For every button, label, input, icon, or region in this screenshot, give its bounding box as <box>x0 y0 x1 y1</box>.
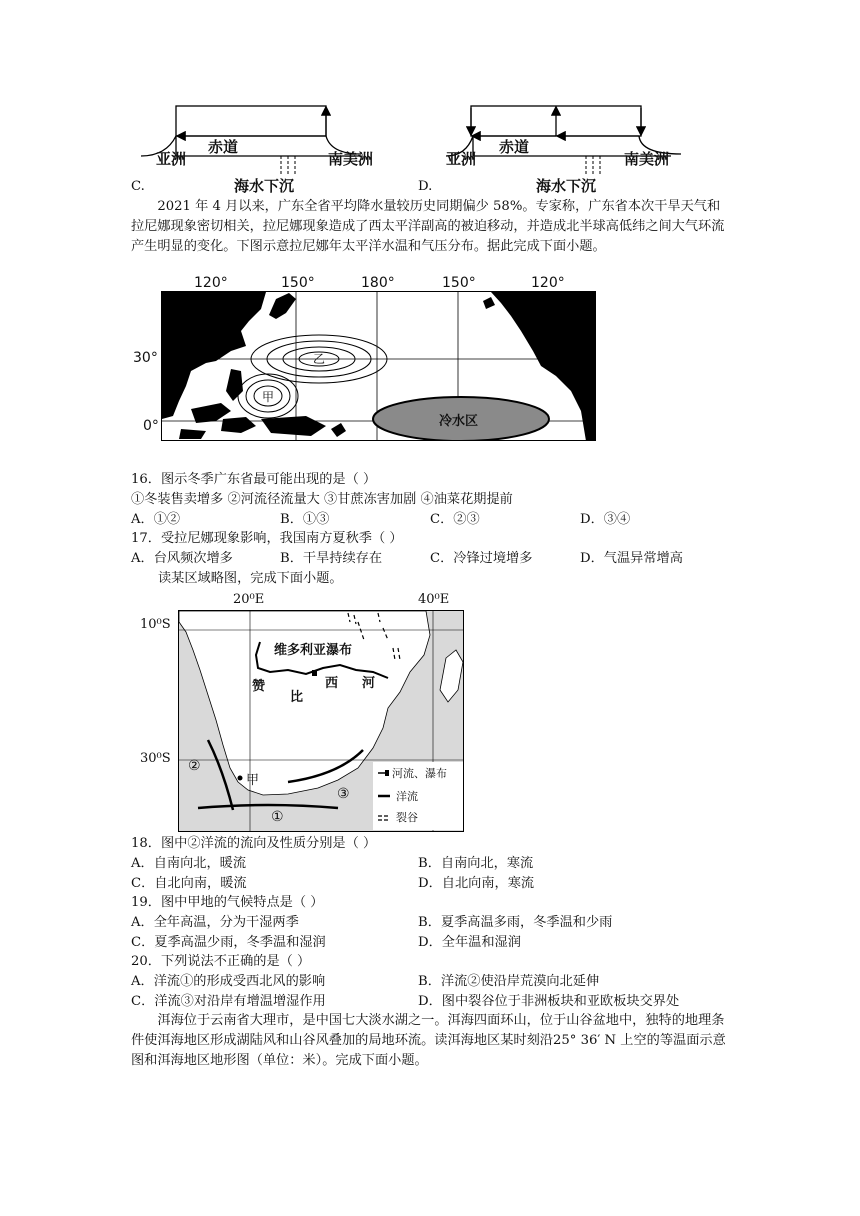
diagram-d <box>441 96 701 196</box>
q17-option-d[interactable]: D．气温异常增高 <box>580 551 683 566</box>
label-south-america: 南美洲 <box>624 150 670 168</box>
q16-option-d[interactable]: D．③④ <box>580 512 631 527</box>
q18-option-d[interactable]: D．自北向南，寒流 <box>418 876 535 891</box>
q18-option-a[interactable]: A．自南向北，暖流 <box>131 856 247 871</box>
option-c-letter: C. <box>131 179 145 194</box>
q18-option-c[interactable]: C．自北向南，暖流 <box>131 876 247 891</box>
q19-option-a[interactable]: A．全年高温，分为干湿两季 <box>131 915 299 930</box>
lon-label-180: 180° <box>361 275 395 291</box>
q16-stem: 16．图示冬季广东省最可能出现的是（ ） <box>131 472 377 487</box>
place-jia-label: 甲 <box>246 773 260 788</box>
low-pressure-label: 甲 <box>262 390 275 404</box>
lat-label-30: 30° <box>133 350 158 366</box>
q16-option-a[interactable]: A．①② <box>131 512 181 527</box>
q16-option-c[interactable]: C．②③ <box>430 512 480 527</box>
current-1-label: ① <box>271 809 284 825</box>
q16-items: ①冬装售卖增多 ②河流径流量大 ③甘蔗冻害加剧 ④油菜花期提前 <box>131 492 513 507</box>
legend-rift: 裂谷 <box>396 811 418 824</box>
label-equator: 赤道 <box>499 138 530 156</box>
lat-label-0: 0° <box>143 418 159 434</box>
lon-label-20e: 20⁰E <box>233 592 265 607</box>
river-char-3: 西 <box>325 676 339 691</box>
q20-option-d[interactable]: D．图中裂谷位于非洲板块和亚欧板块交界处 <box>418 994 680 1009</box>
option-d-letter: D. <box>418 179 433 194</box>
q19-option-b[interactable]: B．夏季高温多雨，冬季温和少雨 <box>418 915 613 930</box>
q17-option-a[interactable]: A．台风频次增多 <box>131 551 233 566</box>
q19-option-d[interactable]: D．全年温和湿润 <box>418 935 521 950</box>
label-asia: 亚洲 <box>156 150 187 168</box>
high-pressure-label: 乙 <box>313 352 326 366</box>
q19-stem: 19．图中甲地的气候特点是（ ） <box>131 895 324 910</box>
current-3-label: ③ <box>337 786 350 802</box>
current-2-label: ② <box>188 758 201 774</box>
q17-option-b[interactable]: B．干旱持续存在 <box>280 551 383 566</box>
label-equator: 赤道 <box>208 138 239 156</box>
river-char-2: 比 <box>290 690 304 705</box>
falls-label: 维多利亚瀑布 <box>274 643 353 658</box>
q20-option-c[interactable]: C．洋流③对沿岸有增温增湿作用 <box>131 994 326 1009</box>
q16-option-b[interactable]: B．①③ <box>280 512 330 527</box>
cold-zone-label: 冷水区 <box>439 414 479 429</box>
river-char-1: 赞 <box>252 679 266 694</box>
label-sink: 海水下沉 <box>536 177 597 195</box>
lat-label-10s: 10⁰S <box>140 617 171 632</box>
q20-option-b[interactable]: B．洋流②使沿岸荒漠向北延伸 <box>418 974 600 989</box>
lon-label-120w2: 120° <box>531 275 565 291</box>
intro-la-nina: 2021 年 4 月以来，广东全省平均降水量较历史同期偏少 58%。专家称，广东省本次干旱天气和拉尼娜现象密切相关，拉尼娜现象造成了西太平洋副高的被迫移动，并造成北半球高低纬之间大气环流产生明显的变化。下图示意拉尼娜年太平洋水温和气压分布。据此完成下面小题。 <box>131 199 725 254</box>
legend-current: 洋流 <box>396 790 418 803</box>
intro-region-map: 读某区域略图，完成下面小题。 <box>158 571 343 586</box>
q19-option-c[interactable]: C．夏季高温少雨，冬季温和湿润 <box>131 935 326 950</box>
q17-option-c[interactable]: C．冷锋过境增多 <box>430 551 533 566</box>
legend-river: 河流、瀑布 <box>392 767 447 780</box>
lon-label-40e: 40⁰E <box>418 592 450 607</box>
diagram-c <box>131 96 391 196</box>
q20-stem: 20．下列说法不正确的是（ ） <box>131 954 311 969</box>
q20-option-a[interactable]: A．洋流①的形成受西北风的影响 <box>131 974 326 989</box>
label-sink: 海水下沉 <box>234 177 295 195</box>
q17-stem: 17．受拉尼娜现象影响，我国南方夏秋季（ ） <box>131 531 403 546</box>
river-char-4: 河 <box>362 676 376 691</box>
q18-stem: 18．图中②洋流的流向及性质分别是（ ） <box>131 836 377 851</box>
lat-label-30s: 30⁰S <box>140 751 171 766</box>
intro-erhai: 洱海位于云南省大理市，是中国七大淡水湖之一。洱海四面环山，位于山谷盆地中，独特的地理条件使洱海地区形成湖陆风和山谷风叠加的局地环流。读洱海地区某时刻沿25° 36′ N 上空的等温面示意图和洱海地区地形图（单位：米）。完成下面小题。 <box>131 1013 726 1068</box>
pacific-map-canvas <box>161 291 596 441</box>
lon-label-150e: 150° <box>281 275 315 291</box>
lon-label-120w: 120° <box>194 275 228 291</box>
lon-label-150w: 150° <box>442 275 476 291</box>
label-south-america: 南美洲 <box>328 150 374 168</box>
southern-africa-map <box>140 590 470 835</box>
q18-option-b[interactable]: B．自南向北，寒流 <box>418 856 534 871</box>
pacific-map <box>131 275 616 440</box>
label-asia: 亚洲 <box>446 150 477 168</box>
